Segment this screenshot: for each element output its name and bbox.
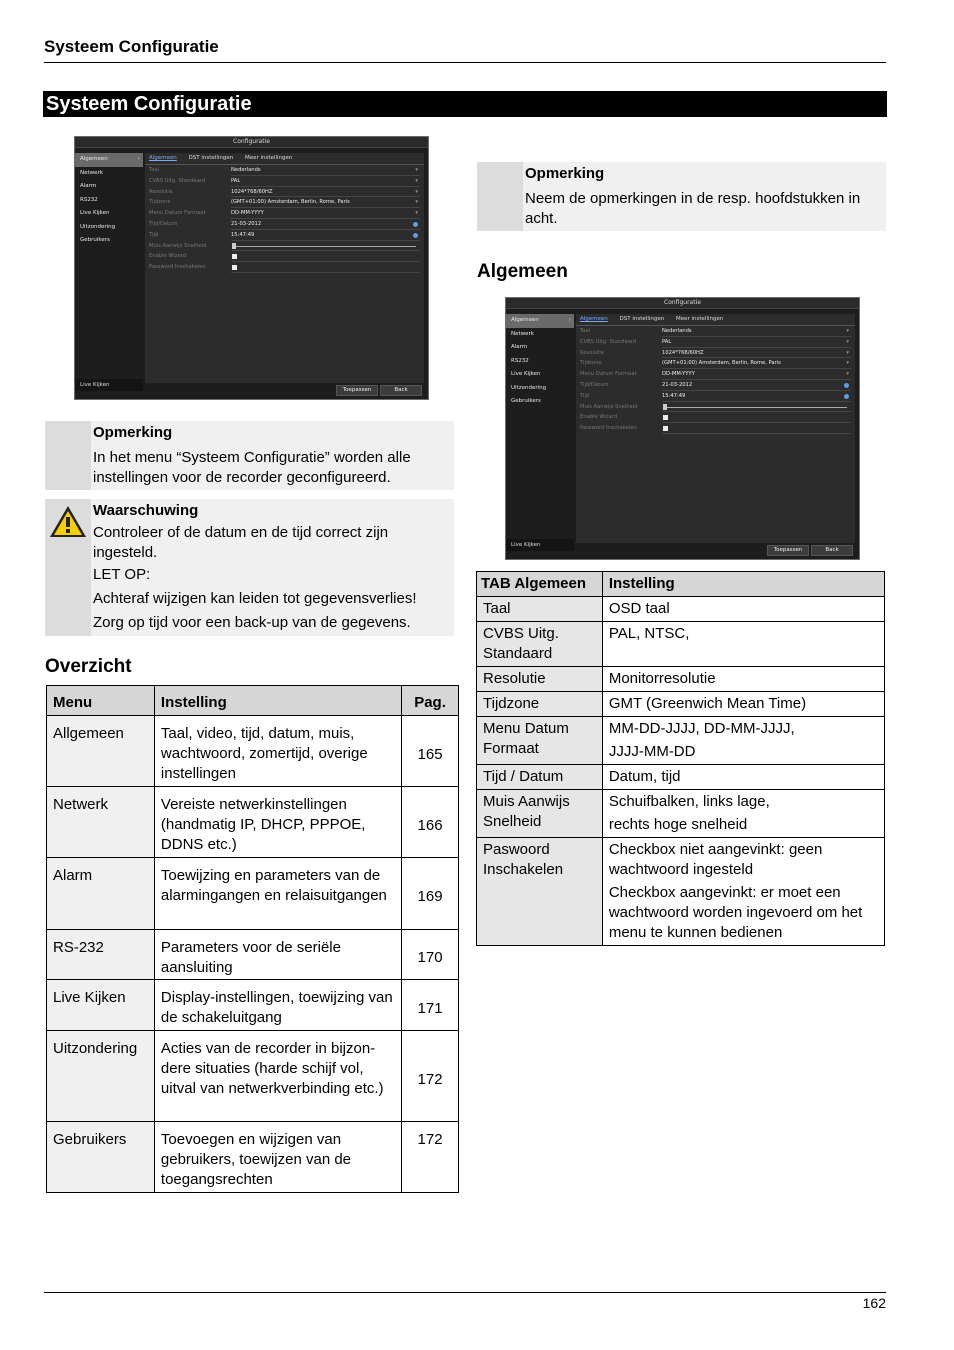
table-cell: 172 [402,1122,459,1193]
dvr-sidebar-item-rs232[interactable]: RS232 [80,196,98,203]
dvr-tab-dst[interactable]: DST instellingen [619,316,665,322]
calendar-icon[interactable] [844,383,849,388]
table-row [477,692,885,717]
dvr-sidebar-item-alarm[interactable]: Alarm [80,183,97,189]
dvr-row-label: Resolutie [149,188,173,195]
table-cell: Paswoord Inschakelen [477,838,603,946]
dvr-tabs [145,153,424,165]
dvr-sidebar-item-algemeen[interactable]: Algemeen › [506,314,574,328]
note-text: Neem de opmerkingen in de resp. hoofdstukken in acht. [525,190,861,227]
table-cell: Muis Aanwijs Snelheid [477,790,603,838]
dvr-row-label: CVBS Uitg. Standaard [149,177,206,184]
dvr-row-label: Tijd/Datum [149,220,178,227]
dvr-sidebar [75,153,143,391]
table-cell: Allgemeen [47,716,155,787]
dvr-apply-button[interactable]: Toepassen [767,545,809,556]
dvr-resolution-select[interactable]: 1024*768/60HZ ▾ [662,348,851,359]
dvr-settings-panel [576,314,855,543]
dvr-sidebar-item-algemeen[interactable]: Algemeen › [75,153,143,167]
dvr-row-label: Password Inschakelen [149,264,206,271]
dvr-tab-algemeen[interactable]: Algemeen [580,316,608,322]
section-title: Systeem Configuratie [43,91,887,117]
table-cell: Menu Datum Formaat [477,717,603,765]
table-row [477,622,885,667]
dvr-sidebar-item-alarm[interactable]: Alarm [511,344,528,350]
dvr-mouse-speed-slider[interactable] [662,402,851,413]
table-header: Instelling [154,686,401,716]
dvr-sidebar-item-netwerk[interactable]: Netwerk [80,169,103,176]
dvr-row-label: Muis Aanwijs Snelheid [149,242,207,249]
dvr-sidebar-item-uitzondering[interactable]: Uitzondering [511,384,547,391]
warning-text: Achteraf wijzigen kan leiden tot gegevensverlies! [93,590,417,607]
table-cell: 171 [402,980,459,1031]
dvr-time-field[interactable]: 15:47:49 [662,391,851,402]
dvr-date-field[interactable]: 21-03-2012 [662,380,851,391]
table-row [47,930,459,980]
table-row [477,597,885,622]
dvr-sidebar-item-gebruikers[interactable]: Gebruikers [511,398,541,404]
table-row [477,838,885,946]
dvr-language-select[interactable]: Nederlands ▾ [662,326,851,337]
table-cell: Datum, tijd [602,765,884,790]
dvr-row-label: Tijdzone [149,199,171,206]
dvr-row-label: Tijd/Datum [580,381,609,388]
note-text: In het menu “Systeem Configuratie” worden alle instellingen voor de recorder geconfigureerd. [93,449,411,486]
table-cell: Tijdzone [477,692,603,717]
dvr-screenshot-left [74,136,429,400]
table-header: Instelling [602,572,884,597]
table-row [47,858,459,930]
clock-icon[interactable] [413,233,418,238]
table-row [47,716,459,787]
page-number: 162 [862,1295,886,1311]
table-cell: Vereiste netwerkinstellingen (handmatig IP, DHCP, PPPOE, DDNS etc.) [154,787,401,858]
table-cell: GMT (Greenwich Mean Time) [602,692,884,717]
table-cell: Uitzondering [47,1031,155,1122]
calendar-icon[interactable] [413,222,418,227]
dvr-settings-panel [145,153,424,383]
dvr-row-label: Enable Wizard [580,414,618,421]
dvr-tab-meer[interactable]: Meer instellingen [244,155,293,161]
dvr-row-label: Tijd [580,392,590,399]
general-heading: Algemeen [477,261,568,282]
table-header: Menu [47,686,155,716]
warning-box [45,499,454,636]
warning-text: LET OP: [93,566,151,583]
table-cell: RS-232 [47,930,155,980]
dvr-date-field[interactable]: 21-03-2012 [231,219,420,230]
dvr-date-format-select[interactable]: DD-MM-YYYY ▾ [231,208,420,219]
table-header: TAB Algemeen [477,572,603,597]
dvr-mouse-speed-slider[interactable] [231,241,420,252]
dvr-row-label: Enable Wizard [149,253,187,260]
table-cell: Toewijzing en parameters van de alarmingangen en relaisuitgangen [154,858,401,930]
table-row [47,1122,459,1193]
dvr-timezone-select[interactable]: (GMT+01:00) Amsterdam, Berlin, Rome, Paris ▾ [231,197,420,208]
dvr-sidebar-item-uitzondering[interactable]: Uitzondering [80,223,116,230]
table-cell: Taal [477,597,603,622]
warning-text: Zorg op tijd voor een back-up van de gegevens. [93,614,411,631]
dvr-row-label: Tijdzone [580,360,602,367]
dvr-row-label: Menu Datum Formaat [580,371,637,378]
table-cell: Netwerk [47,787,155,858]
table-cell: Acties van de recorder in bijzon-dere situaties (harde schijf vol, uitval van netwerkverbinding etc.) [154,1031,401,1122]
table-cell: PAL, NTSC, [602,622,884,667]
table-cell: Monitorresolutie [602,667,884,692]
table-cell: Taal, video, tijd, datum, muis, wachtwoord, zomertijd, overige instellingen [154,716,401,787]
table-cell: 169 [402,858,459,930]
table-cell: 165 [402,716,459,787]
general-tab-table [476,571,885,946]
dvr-cvbs-select[interactable]: PAL ▾ [231,176,420,187]
dvr-screenshot-right [505,297,860,560]
note-title: Opmerking [525,165,605,182]
dvr-live-view-button[interactable]: Live Kijken [75,379,143,391]
dvr-timezone-select[interactable]: (GMT+01:00) Amsterdam, Berlin, Rome, Paris ▾ [662,358,851,369]
table-cell: Schuifbalken, links lage, rechts hoge snelheid [602,790,884,838]
running-header: Systeem Configuratie [44,37,219,56]
dvr-row-label: Tijd [149,231,159,238]
dvr-row-label: Muis Aanwijs Snelheid [580,403,638,410]
dvr-resolution-select[interactable]: 1024*768/60HZ ▾ [231,187,420,198]
dvr-live-view-button[interactable]: Live Kijken [506,539,574,551]
dvr-time-field[interactable]: 15:47:49 [231,230,420,241]
dvr-wizard-checkbox[interactable] [231,251,420,262]
dvr-sidebar-item-live-kijken[interactable]: Live Kijken [511,371,541,377]
overview-table [46,685,459,1193]
header-rule [44,62,886,63]
dvr-wizard-checkbox[interactable] [662,412,851,423]
dvr-window-title: Configuratie [506,298,859,309]
dvr-sidebar-item-gebruikers[interactable]: Gebruikers [80,237,110,243]
dvr-tabs [576,314,855,326]
table-header: Pag. [402,686,459,716]
dvr-sidebar [506,314,574,551]
dvr-row-label: Taal [580,328,591,334]
table-cell: Live Kijken [47,980,155,1031]
dvr-password-checkbox[interactable] [662,423,851,434]
table-row [477,790,885,838]
note-title: Opmerking [93,424,173,441]
table-cell: Alarm [47,858,155,930]
dvr-sidebar-item-netwerk[interactable]: Netwerk [511,330,534,337]
table-cell: Parameters voor de seriële aansluiting [154,930,401,980]
table-cell: MM-DD-JJJJ, DD-MM-JJJJ, JJJJ-MM-DD [602,717,884,765]
warning-icon [48,504,88,540]
table-row [47,787,459,858]
dvr-language-select[interactable]: Nederlands ▾ [231,165,420,176]
table-cell: Checkbox niet aangevinkt: geen wachtwoord ingesteld Checkbox aangevinkt: er moet een wachtwoord worden ingevoerd om het menu te kunnen bedienen [602,838,884,946]
table-cell: Display-instellingen, toewijzing van de schakeluitgang [154,980,401,1031]
table-cell: 170 [402,930,459,980]
table-cell: OSD taal [602,597,884,622]
table-row [477,765,885,790]
note-box [477,162,886,231]
dvr-sidebar-item-rs232[interactable]: RS232 [511,357,529,364]
dvr-row-label: CVBS Uitg. Standaard [580,338,637,345]
table-cell: Toevoegen en wijzigen van gebruikers, toewijzen van de toegangsrechten [154,1122,401,1193]
dvr-row-label: Resolutie [580,349,604,356]
footer-rule [44,1292,886,1293]
table-row [477,667,885,692]
table-cell: 166 [402,787,459,858]
dvr-back-button[interactable]: Back [811,545,853,556]
dvr-cvbs-select[interactable]: PAL ▾ [662,337,851,348]
overview-heading: Overzicht [45,656,132,677]
table-cell: Resolutie [477,667,603,692]
dvr-tab-meer[interactable]: Meer instellingen [675,316,724,322]
dvr-password-checkbox[interactable] [231,262,420,273]
table-cell: 172 [402,1031,459,1122]
table-row [47,980,459,1031]
dvr-window-title: Configuratie [75,137,428,148]
dvr-row-label: Menu Datum Formaat [149,210,206,217]
note-box [45,421,454,490]
dvr-tab-dst[interactable]: DST instellingen [188,155,234,161]
warning-text: Controleer of de datum en de tijd correct zijn ingesteld. [93,524,389,561]
table-row [477,717,885,765]
dvr-tab-algemeen[interactable]: Algemeen [149,155,177,161]
table-cell: Gebruikers [47,1122,155,1193]
dvr-row-label: Taal [149,167,160,173]
dvr-date-format-select[interactable]: DD-MM-YYYY ▾ [662,369,851,380]
table-cell: Tijd / Datum [477,765,603,790]
table-row [47,1031,459,1122]
dvr-sidebar-item-live-kijken[interactable]: Live Kijken [80,210,110,216]
table-cell: CVBS Uitg. Standaard [477,622,603,667]
clock-icon[interactable] [844,394,849,399]
dvr-row-label: Password Inschakelen [580,425,637,432]
dvr-back-button[interactable]: Back [380,385,422,396]
warning-title: Waarschuwing [93,502,199,519]
dvr-apply-button[interactable]: Toepassen [336,385,378,396]
